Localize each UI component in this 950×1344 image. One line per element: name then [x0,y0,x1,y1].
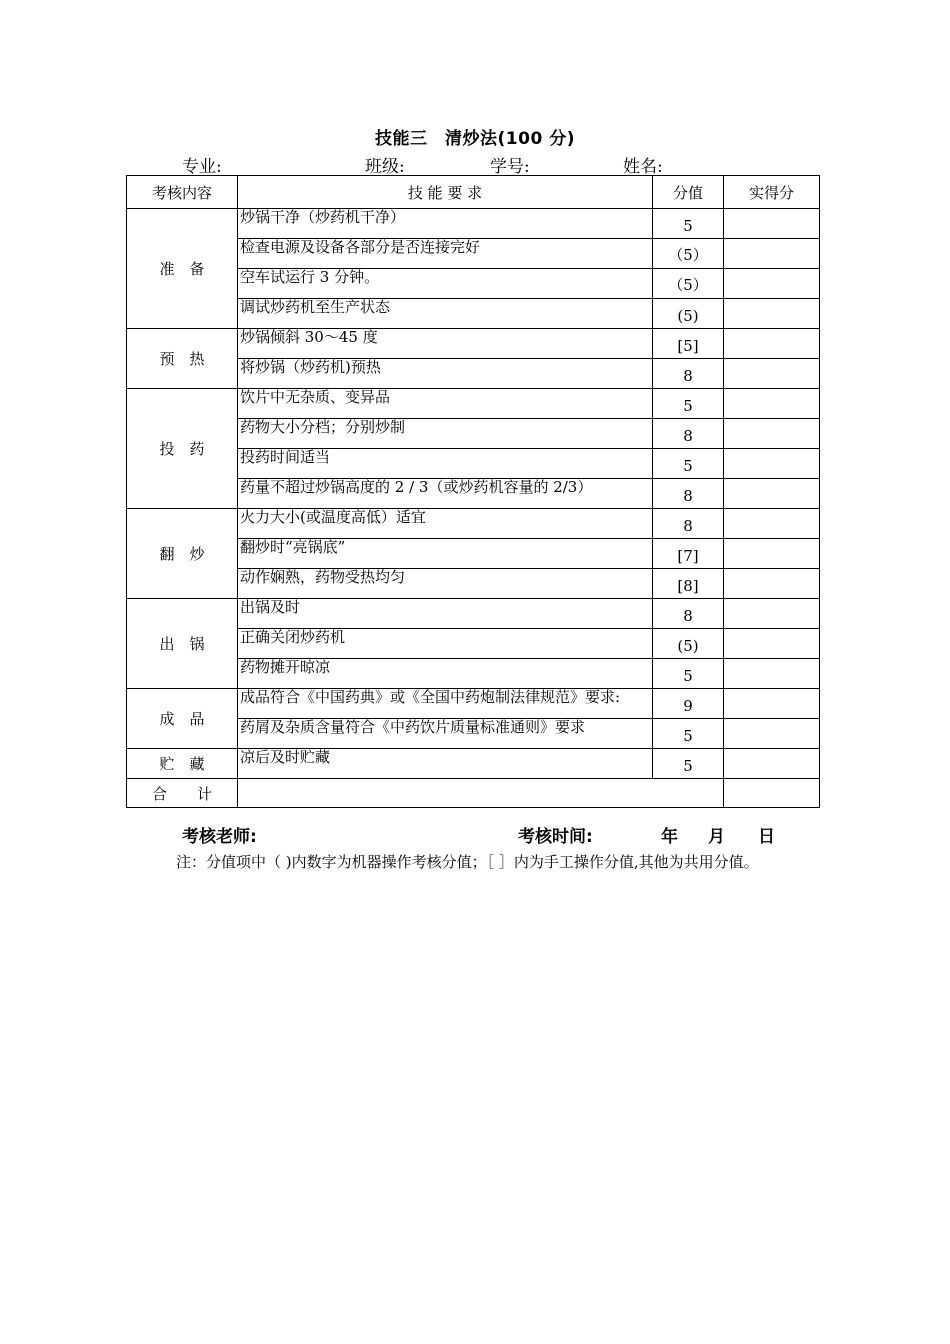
requirement-cell: 空车试运行 3 分钟。 [238,269,653,299]
actual-score-cell[interactable] [724,479,820,509]
actual-score-cell[interactable] [724,269,820,299]
actual-score-cell[interactable] [724,659,820,689]
score-cell: （5） [653,239,724,269]
total-row [127,779,820,808]
actual-score-cell[interactable] [724,599,820,629]
actual-score-cell[interactable] [724,539,820,569]
requirement-cell: 正确关闭炒药机 [238,629,653,659]
score-cell: 9 [653,689,724,719]
requirement-cell: 药物大小分档；分别炒制 [238,419,653,449]
actual-score-cell[interactable] [724,749,820,779]
table-row [127,329,820,359]
table-row [127,209,820,239]
page-title: 技能三 清炒法(100 分) [375,129,575,149]
student-id-label: 学号: [490,157,530,177]
actual-score-cell[interactable] [724,509,820,539]
name-label: 姓名: [623,157,663,177]
requirement-cell: 药屑及杂质含量符合《中药饮片质量标准通则》要求 [238,719,653,749]
assessment-table [126,175,820,808]
actual-score-cell[interactable] [724,239,820,269]
category-cell: 贮 藏 [127,749,238,779]
score-cell: (5) [653,629,724,659]
header-requirement: 技 能 要 求 [238,176,653,209]
score-cell: [7] [653,539,724,569]
requirement-cell: 炒锅倾斜 30～45 度 [238,329,653,359]
requirement-cell: 凉后及时贮藏 [238,749,653,779]
requirement-cell: 动作娴熟，药物受热均匀 [238,569,653,599]
header-category: 考核内容 [127,176,238,209]
major-label: 专业: [182,157,222,177]
score-cell: 5 [653,209,724,239]
actual-score-cell[interactable] [724,359,820,389]
score-cell: 8 [653,419,724,449]
table-row [127,689,820,719]
category-cell: 投 药 [127,389,238,509]
actual-score-cell[interactable] [724,689,820,719]
requirement-cell: 药量不超过炒锅高度的 2 / 3（或炒药机容量的 2/3） [238,479,653,509]
score-cell: 5 [653,749,724,779]
actual-score-cell[interactable] [724,629,820,659]
header-row [127,176,820,209]
category-cell: 出 锅 [127,599,238,689]
category-cell: 成 品 [127,689,238,749]
score-cell: 8 [653,359,724,389]
score-cell: 5 [653,449,724,479]
requirement-cell: 出锅及时 [238,599,653,629]
score-cell: （5） [653,269,724,299]
category-cell: 预 热 [127,329,238,389]
actual-score-cell[interactable] [724,329,820,359]
requirement-cell: 火力大小(或温度高低）适宜 [238,509,653,539]
actual-score-cell[interactable] [724,299,820,329]
category-cell: 准 备 [127,209,238,329]
score-cell: [5] [653,329,724,359]
teacher-label: 考核老师: [182,827,257,847]
actual-score-cell[interactable] [724,419,820,449]
header-actual-score: 实得分 [724,176,820,209]
requirement-cell: 翻炒时“亮锅底” [238,539,653,569]
requirement-cell: 药物摊开晾凉 [238,659,653,689]
actual-score-cell[interactable] [724,209,820,239]
requirement-cell: 饮片中无杂质、变异品 [238,389,653,419]
actual-score-cell[interactable] [724,389,820,419]
total-label: 合 计 [127,779,238,808]
score-cell: 8 [653,599,724,629]
requirement-cell: 检查电源及设备各部分是否连接完好 [238,239,653,269]
time-label: 考核时间: [518,827,593,847]
score-cell: 5 [653,389,724,419]
requirement-cell: 炒锅干净（炒药机干净） [238,209,653,239]
year-label: 年 [661,827,678,847]
requirement-cell: 成品符合《中国药典》或《全国中药炮制法律规范》要求: [238,689,653,719]
header-score: 分值 [653,176,724,209]
actual-score-cell[interactable] [724,719,820,749]
table-row [127,749,820,779]
category-cell: 翻 炒 [127,509,238,599]
table-row [127,389,820,419]
table-row [127,599,820,629]
score-cell: (5) [653,299,724,329]
score-cell: 8 [653,509,724,539]
total-actual-score-cell[interactable] [724,779,820,808]
footnote: 注：分值项中（ )内数字为机器操作考核分值；［ ］内为手工操作分值,其他为共用分值。 [176,853,759,871]
score-cell: [8] [653,569,724,599]
month-label: 月 [708,827,725,847]
requirement-cell: 将炒锅（炒药机)预热 [238,359,653,389]
total-blank-cell [238,779,724,808]
table-row [127,509,820,539]
score-cell: 8 [653,479,724,509]
class-label: 班级: [365,157,405,177]
score-cell: 5 [653,719,724,749]
actual-score-cell[interactable] [724,449,820,479]
actual-score-cell[interactable] [724,569,820,599]
day-label: 日 [758,827,775,847]
score-cell: 5 [653,659,724,689]
requirement-cell: 调试炒药机至生产状态 [238,299,653,329]
requirement-cell: 投药时间适当 [238,449,653,479]
